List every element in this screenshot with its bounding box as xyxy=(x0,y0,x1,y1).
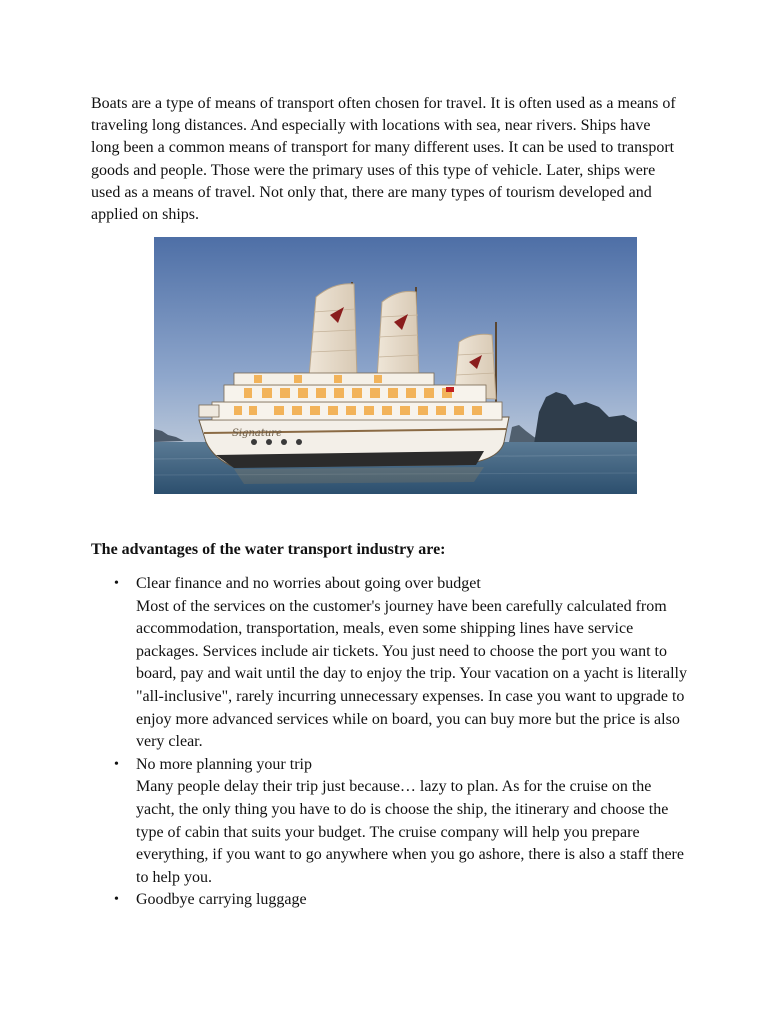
advantages-list xyxy=(91,573,691,912)
ship-name-lettering: Signature xyxy=(232,428,283,439)
bullet-icon: • xyxy=(114,892,119,908)
list-item xyxy=(91,889,691,912)
list-item-title: Goodbye carrying luggage xyxy=(136,891,307,909)
advantages-heading: The advantages of the water transport industry are: xyxy=(91,541,446,558)
list-item xyxy=(91,754,691,890)
list-item-body: Many people delay their trip just because… lazy to plan. As for the cruise on the yacht, the only thing you have to do is choose the ship, the itinerary and choose the type of cabin that suits your budget. The cruise company will help you prepare everything, if you want to go anywhere when you go ashore, there is also a staff there to help you. xyxy=(136,778,684,886)
cruise-ship-photo xyxy=(154,237,637,494)
list-item-body: Most of the services on the customer's journey have been carefully calculated from accommodation, transportation, meals, even some shipping lines have service packages. Services include air tickets. You just need to choose the port you want to board, pay and wait until the day to enjoy the trip. Your vacation on a yacht is literally "all-inclusive", rarely incurring unnecessary expenses. In case you want to upgrade to enjoy more advanced services while on board, you can buy more but the price is also very clear. xyxy=(136,597,687,751)
intro-paragraph: Boats are a type of means of transport often chosen for travel. It is often used as a means of traveling long distances. And especially with locations with sea, near rivers. Ships have long been a common means of transport for many different uses. It can be used to transport goods and people. Those were the primary uses of this type of vehicle. Later, ships were used as a means of travel. Not only that, there are many types of tourism developed and applied on ships. xyxy=(91,95,676,224)
list-item xyxy=(91,573,691,754)
bullet-icon: • xyxy=(114,576,119,591)
list-item-title: Clear finance and no worries about going over budget xyxy=(136,575,481,592)
bullet-icon: • xyxy=(114,756,119,772)
list-item-title: No more planning your trip xyxy=(136,755,312,773)
